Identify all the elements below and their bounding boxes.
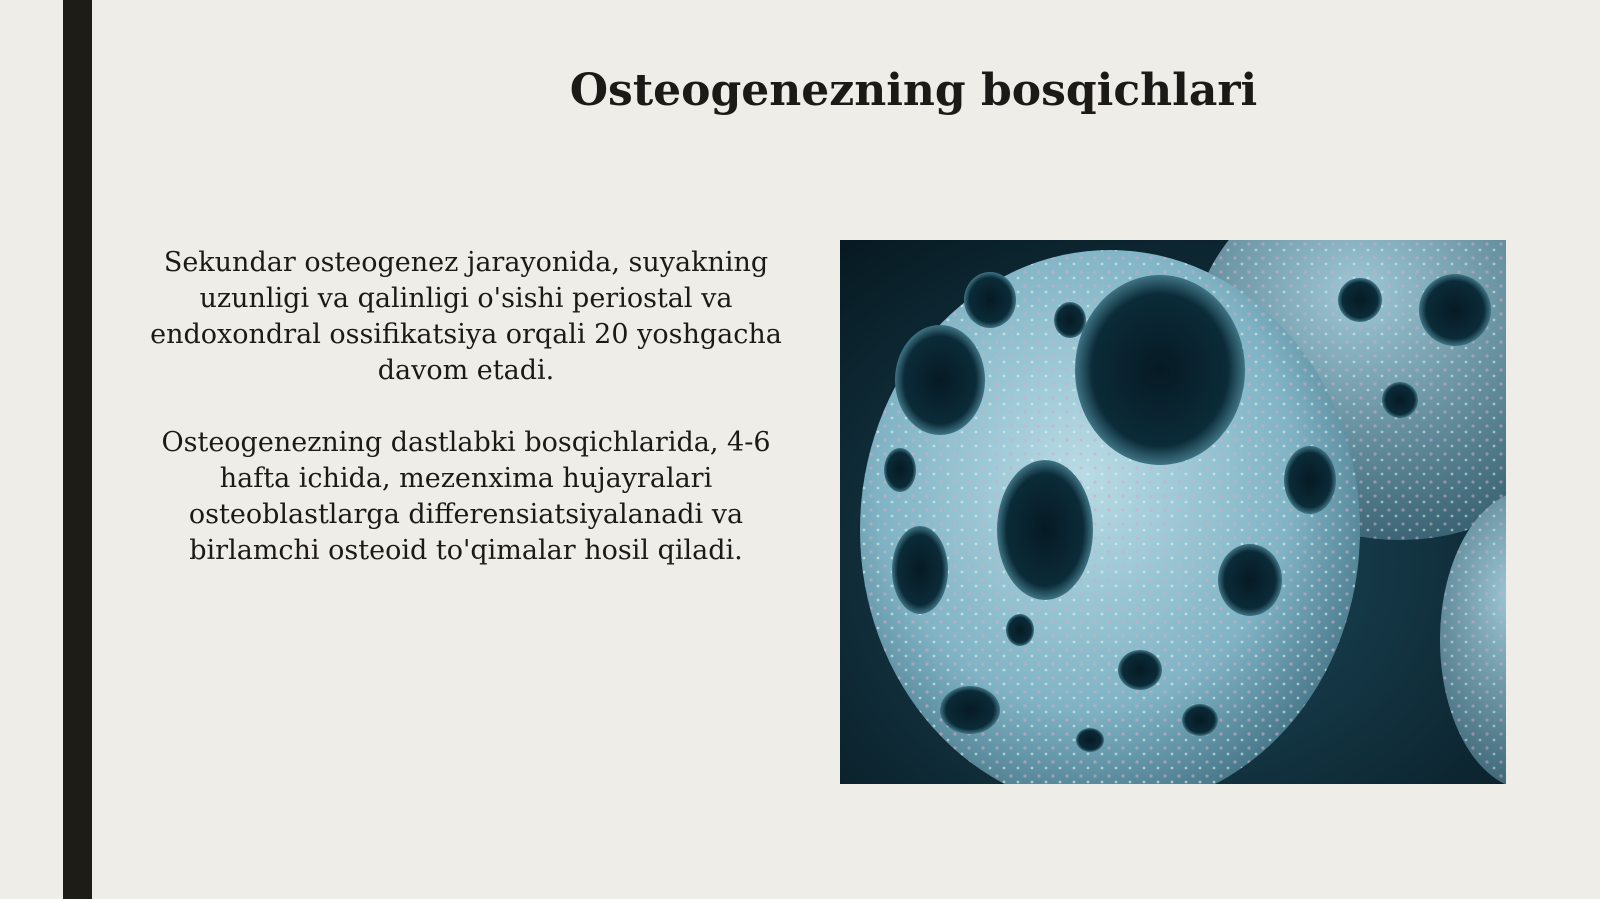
slide-title: Osteogenezning bosqichlari (569, 65, 1258, 116)
paragraph-early-osteogenesis: Osteogenezning dastlabki bosqichlarida, 4-6 hafta ichida, mezenxima hujayralari osteoblastlarga differensiatsiyalanadi va birlamchi osteoid to'qimalar hosil qiladi. (161, 427, 771, 566)
slide-body (128, 245, 804, 569)
bone-micrograph-image (840, 240, 1506, 784)
accent-bar (63, 0, 92, 899)
paragraph-secondary-osteogenesis: Sekundar osteogenez jarayonida, suyakning uzunligi va qalinligi o'sishi periostal va endoxondral ossifikatsiya orqali 20 yoshgacha davom etadi. (150, 247, 782, 386)
bone-micrograph-illustration (840, 240, 1506, 784)
